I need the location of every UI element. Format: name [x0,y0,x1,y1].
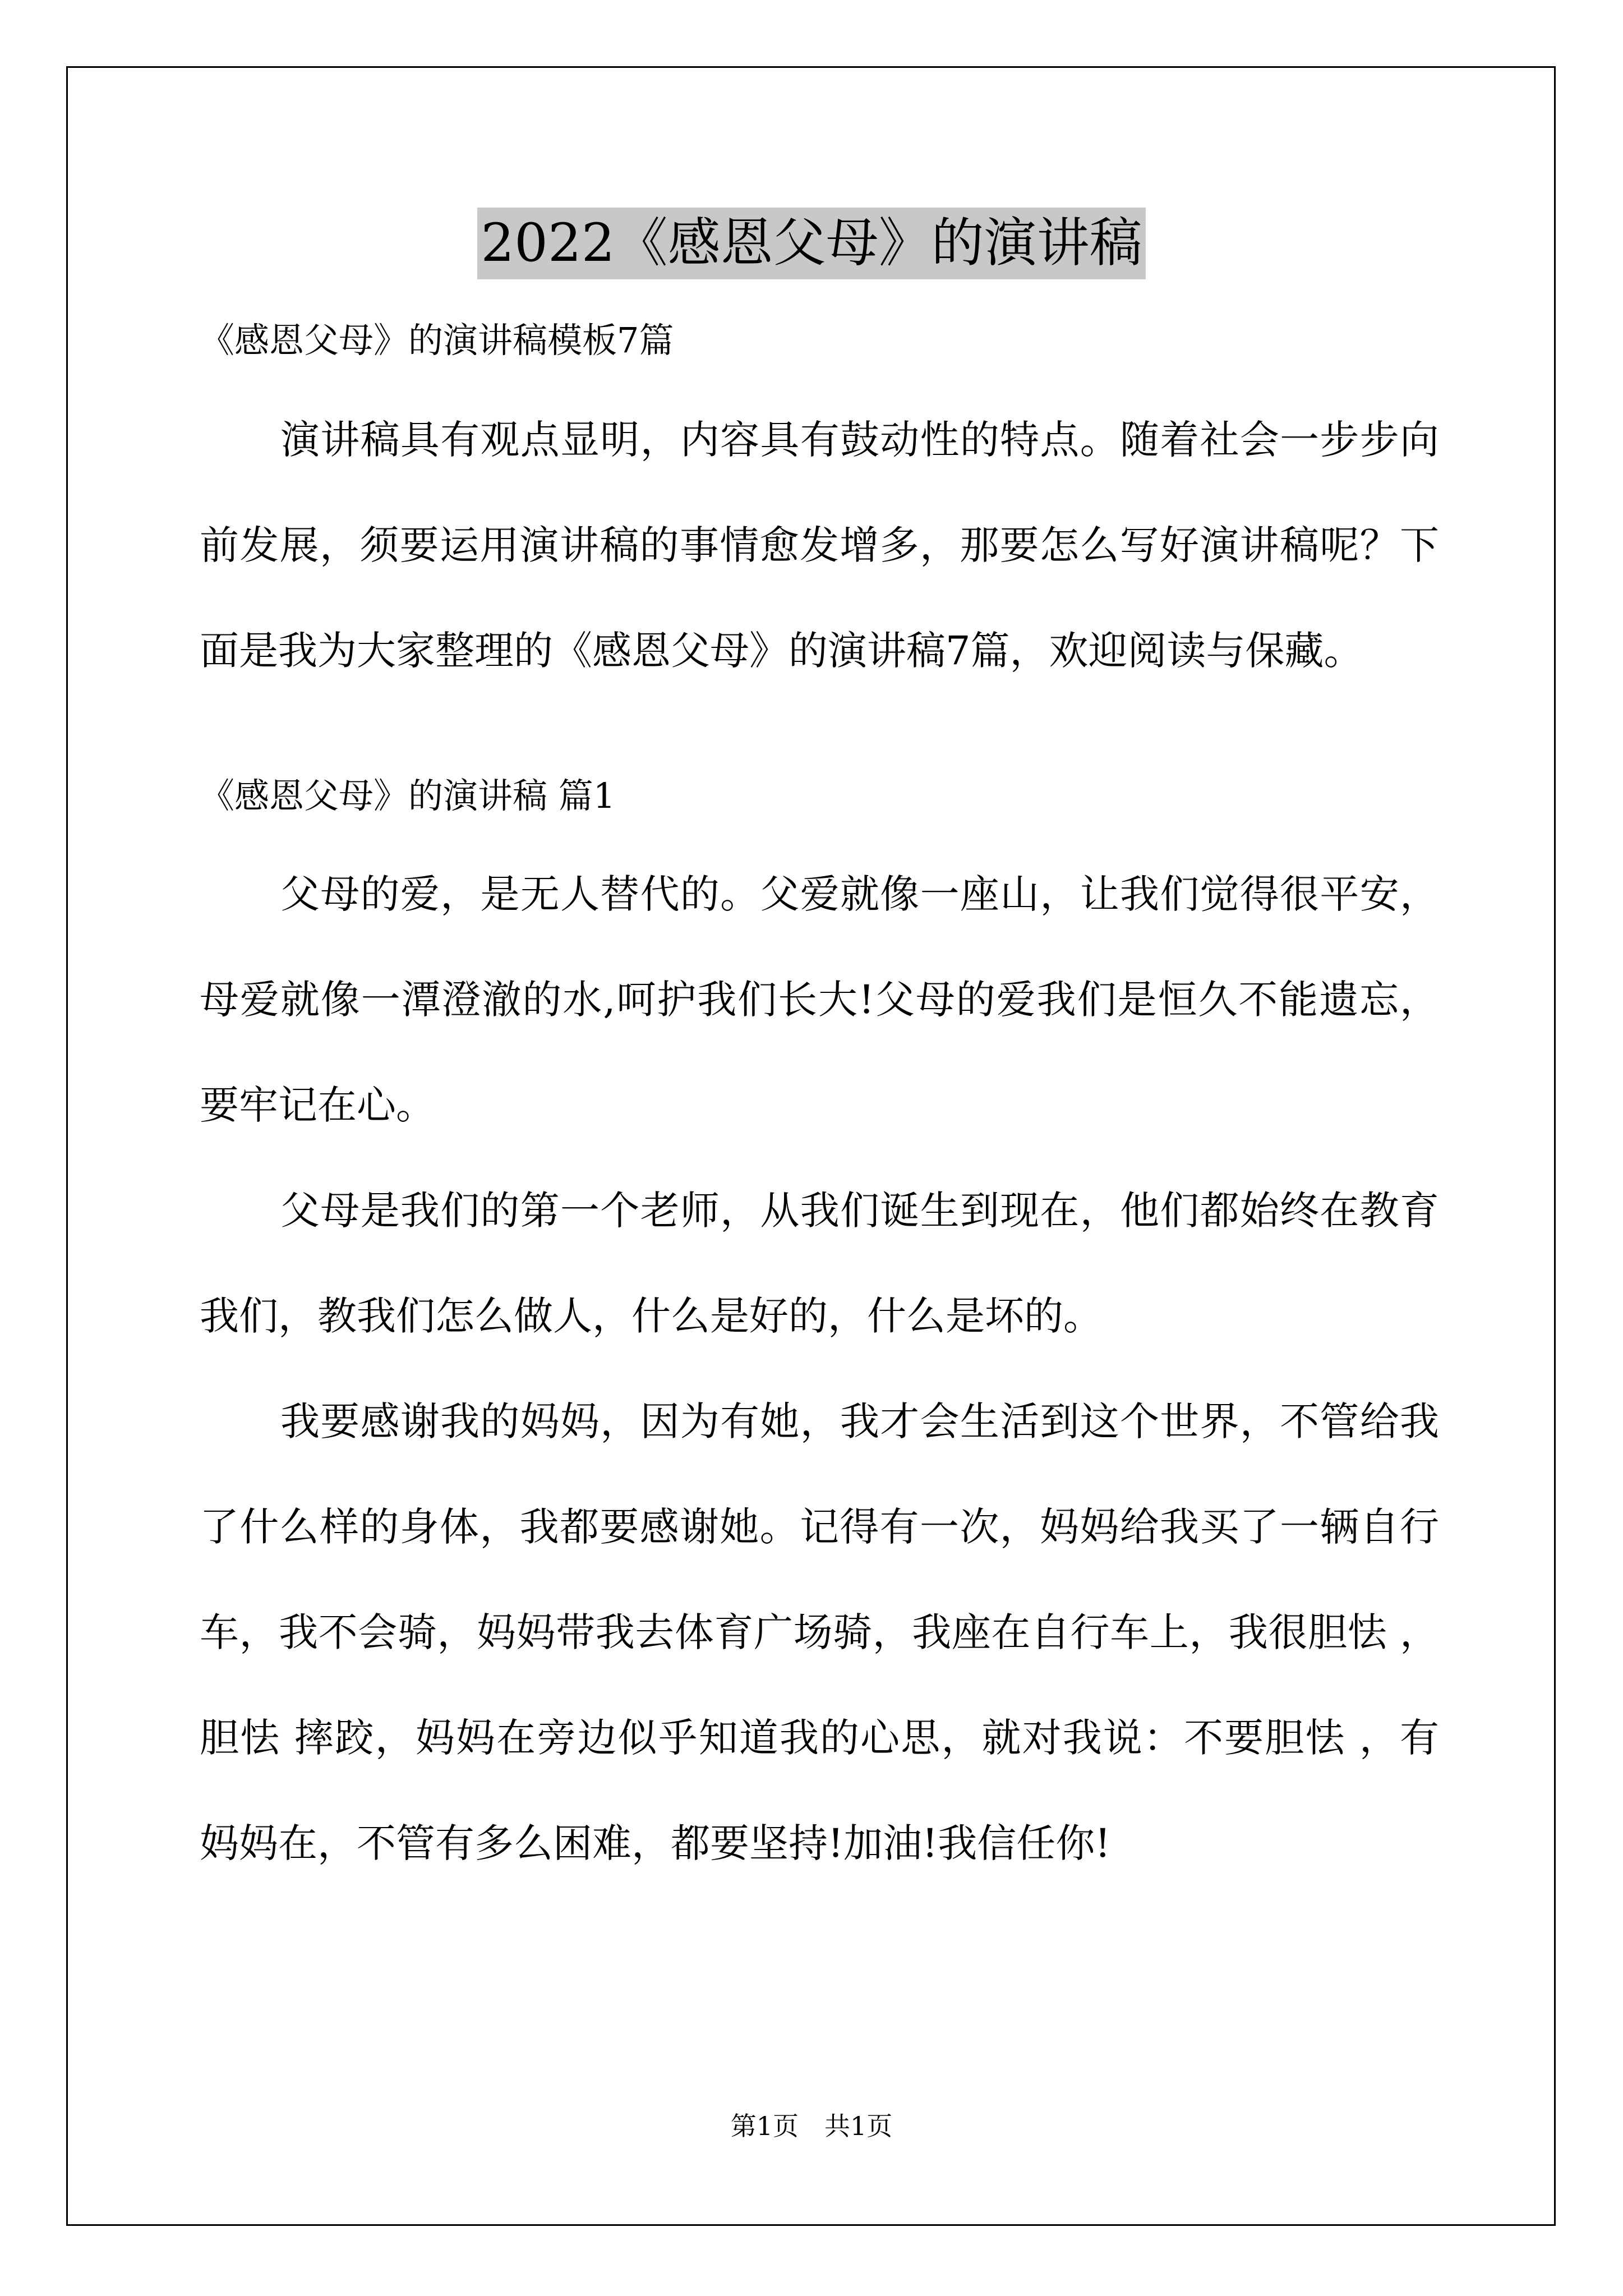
body-paragraph-2: 父母是我们的第一个老师，从我们诞生到现在，他们都始终在教育我们，教我们怎么做人，什么是好的，什么是坏的。 [200,1188,1439,1339]
spacer [200,822,1439,841]
intro-paragraph: 演讲稿具有观点显明，内容具有鼓动性的特点。随着社会一步步向前发展，须要运用演讲稿的事情愈发增多，那要怎么写好演讲稿呢？下面是我为大家整理的《感恩父母》的演讲稿7篇，欢迎阅读与保藏。 [200,417,1439,674]
page-footer [0,2109,1623,2143]
body-paragraph-1: 父母的爱，是无人替代的。父爱就像一座山，让我们觉得很平安，母爱就像一潭澄澈的水,呵护我们长大!父母的爱我们是恒久不能遗忘，要牢记在心。 [200,871,1439,1128]
title-wrap [0,208,1623,279]
spacer [200,367,1439,387]
section-heading: 《感恩父母》的演讲稿 篇1 [200,775,616,816]
document-title: 2022《感恩父母》的演讲稿 [477,208,1145,279]
spacer [200,703,1439,770]
body-paragraph-3: 我要感谢我的妈妈，因为有她，我才会生活到这个世界，不管给我了什么样的身体，我都要感谢她。记得有一次，妈妈给我买了一辆自行车，我不会骑，妈妈带我去体育广场骑，我座在自行车上，我很胆怯 ，胆怯 摔跤，妈妈在旁边似乎知道我的心思，就对我说：不要胆怯 ，有妈妈在，不管有多么困难，都要坚持!加油!我信任你! [200,1398,1439,1866]
page-number: 第1页 共1页 [730,2111,893,2141]
document-subtitle: 《感恩父母》的演讲稿模板7篇 [200,320,674,361]
document-body [200,314,1439,1896]
